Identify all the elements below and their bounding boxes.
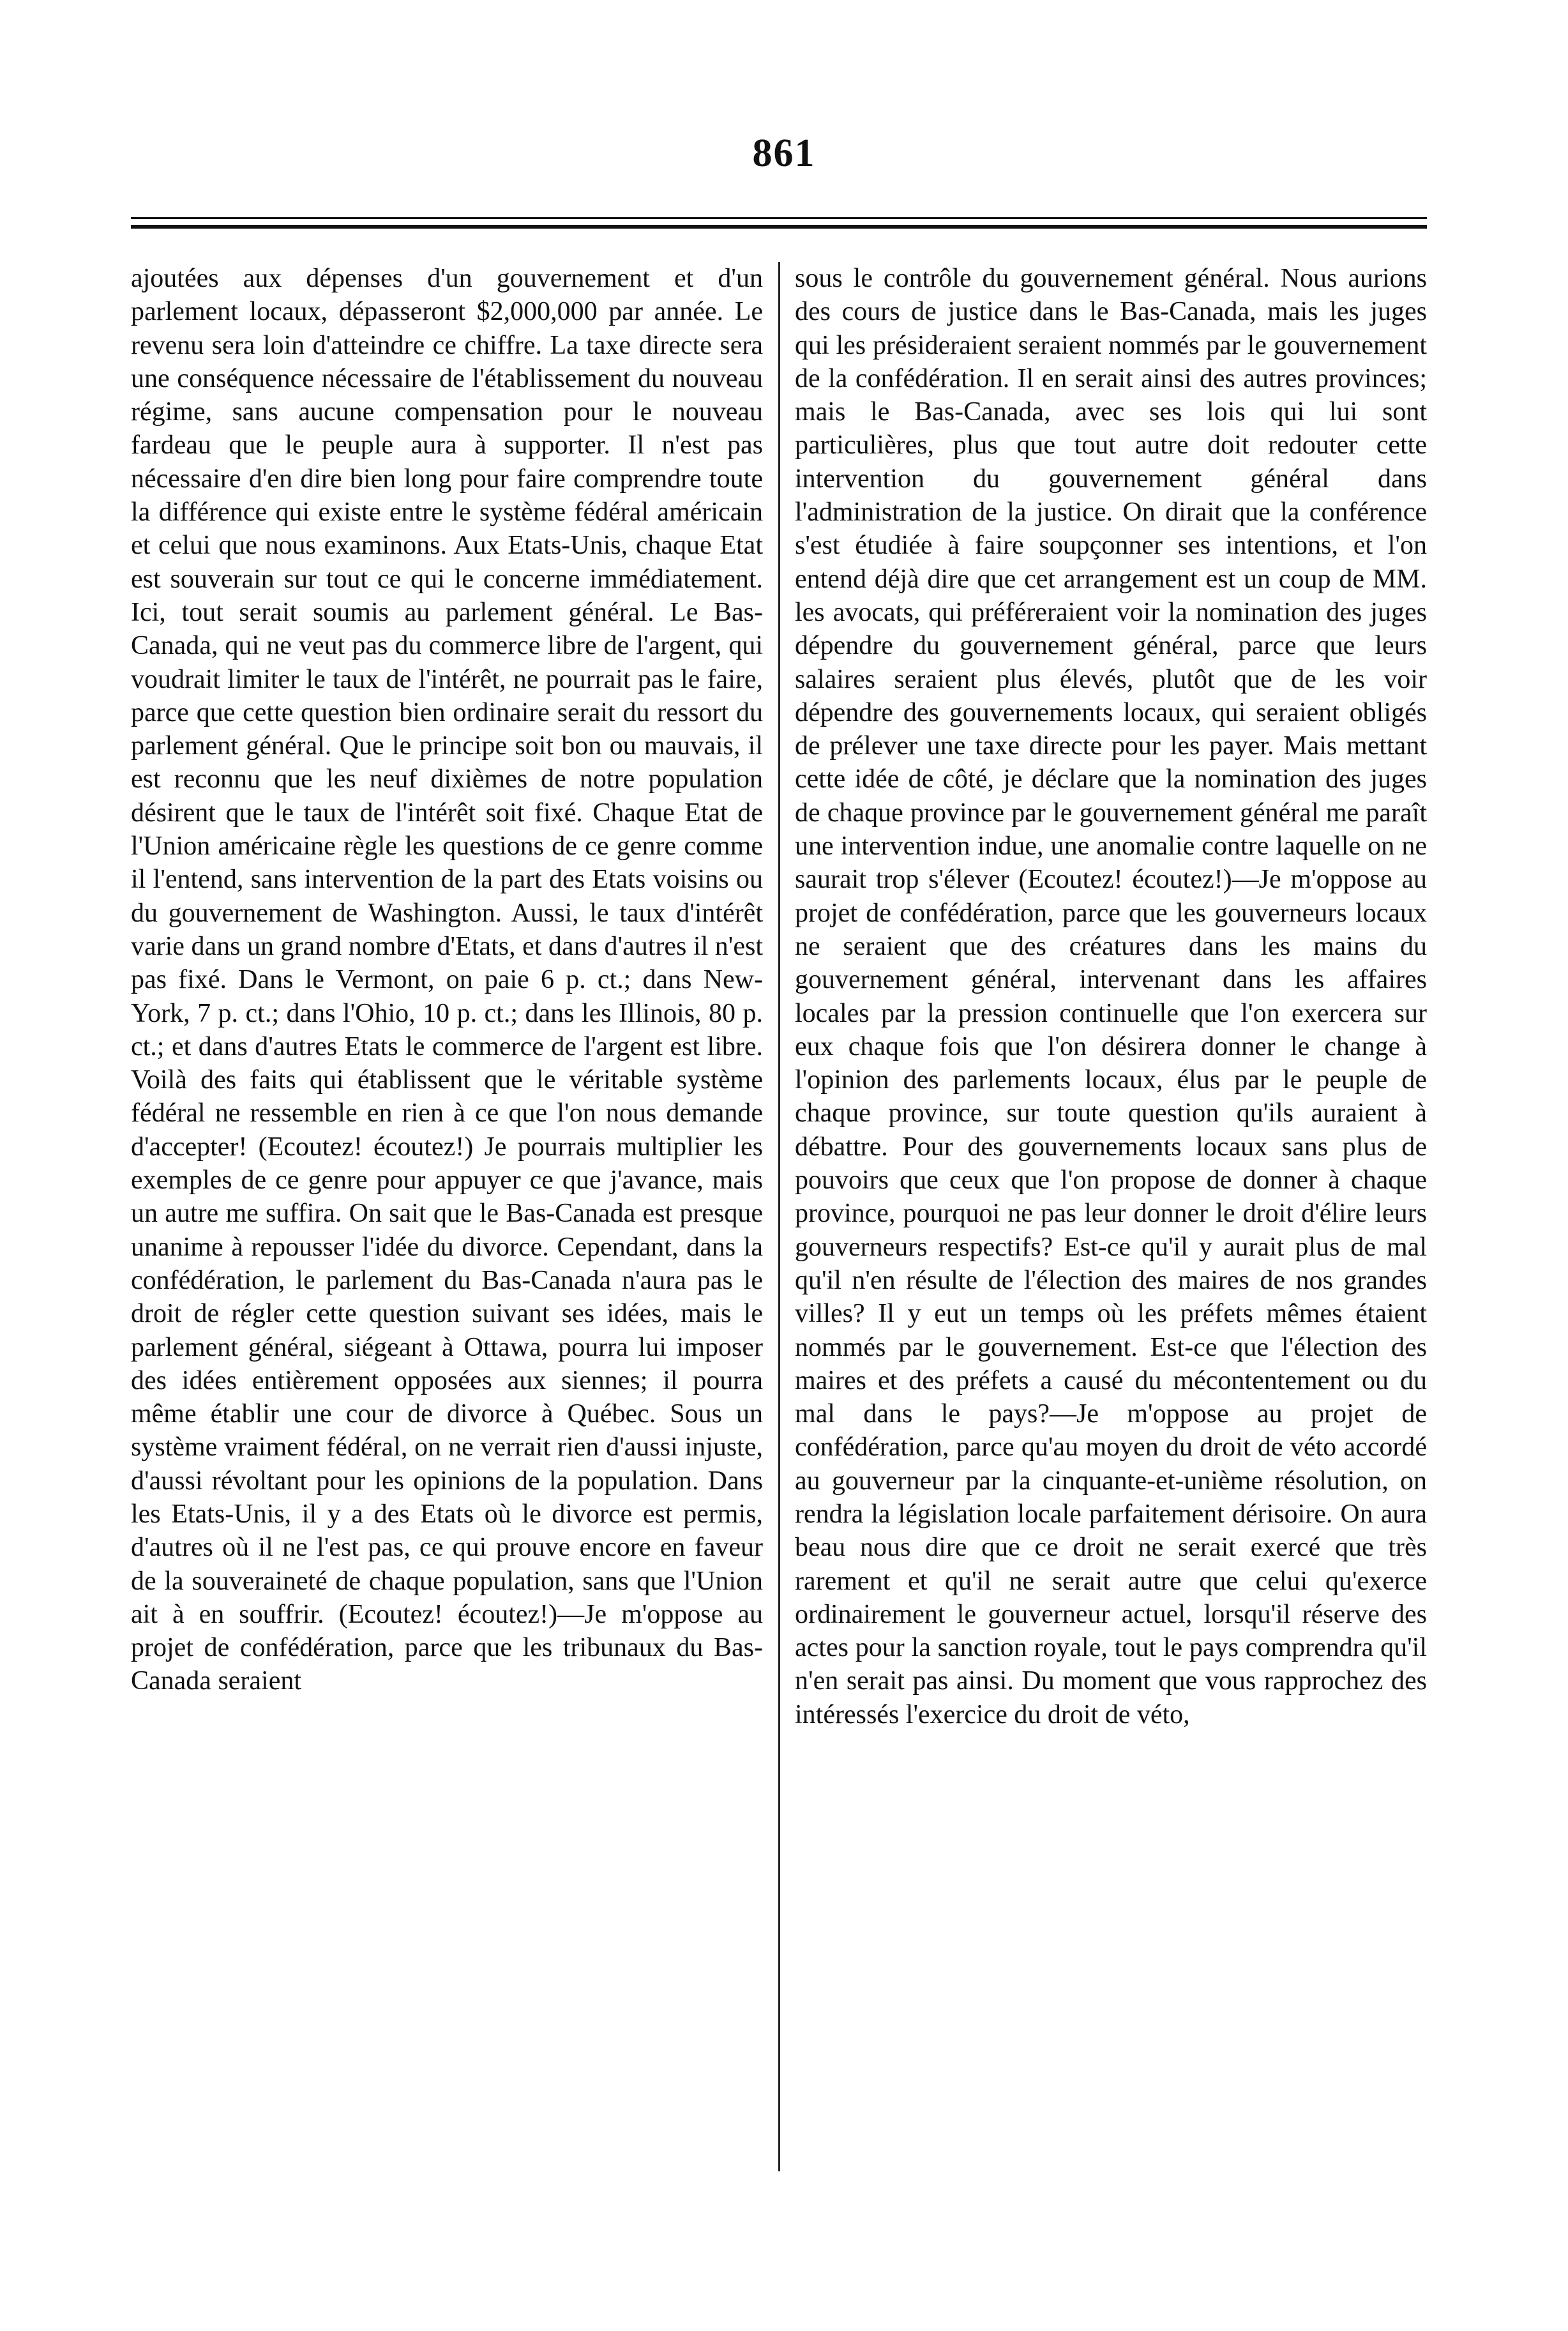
left-column-text: ajoutées aux dépenses d'un gouvernement et d'un parlement locaux, dépasseront $2,000,000 par année. Le revenu sera loin d'atteindre ce chiffre. La taxe directe sera une conséquence nécessaire de l'établissement du nouveau régime, sans aucune compensation pour le nouveau fardeau que le peuple aura à supporter. Il n'est pas nécessaire d'en dire bien long pour faire comprendre toute la différence qui existe entre le système fédéral américain et celui que nous examinons. Aux Etats-Unis, chaque Etat est souverain sur tout ce qui le concerne immédiatement. Ici, tout serait soumis au parlement général. Le Bas-Canada, qui ne veut pas du commerce libre de l'argent, qui voudrait limiter le taux de l'intérêt, ne pourrait pas le faire, parce que cette question bien ordinaire serait du ressort du parlement général. Que le principe soit bon ou mauvais, il est reconnu que les neuf dixièmes de notre population désirent que le taux de l'intérêt soit fixé. Chaque Etat de l'Union américaine règle les questions de ce genre comme il l'entend, sans intervention de la part des Etats voisins ou du gouvernement de Washington. Aussi, le taux d'intérêt varie dans un grand nombre d'Etats, et dans d'autres il n'est pas fixé. Dans le Vermont, on paie 6 p. ct.; dans New-York, 7 p. ct.; dans l'Ohio, 10 p. ct.; dans les Illinois, 80 p. ct.; et dans d'autres Etats le commerce de l'argent est libre. Voilà des faits qui établissent que le véritable système fédéral ne ressemble en rien à ce que l'on nous demande d'accepter! (Ecoutez! écoutez!) Je pourrais multiplier les exemples de ce genre pour appuyer ce que j'avance, mais un autre me suffira. On sait que le Bas-Canada est presque unanime à repousser l'idée du divorce. Cependant, dans la confédération, le parlement du Bas-Canada n'aura pas le droit de régler cette question suivant ses idées, mais le parlement général, siégeant à Ottawa, pourra lui imposer des idées entièrement opposées aux siennes; il pourra même établir une cour de divorce à Québec. Sous un système vraiment fédéral, on ne verrait rien d'aussi injuste, d'aussi révoltant pour les opinions de la population. Dans les Etats-Unis, il y a des Etats où le divorce est permis, d'autres où il ne l'est pas, ce qui prouve encore en faveur de la souveraineté de chaque population, sans que l'Union ait à en souffrir. (Ecoutez! écoutez!)—Je m'oppose au projet de confédération, parce que les tribunaux du Bas-Canada seraient	[131, 264, 763, 1696]
header-rule-thick	[131, 225, 1427, 229]
left-column	[131, 262, 763, 2178]
right-column	[795, 262, 1427, 2178]
page-number: 861	[752, 132, 816, 175]
right-column-text: sous le contrôle du gouvernement général. Nous aurions des cours de justice dans le Bas-Canada, mais les juges qui les présideraient seraient nommés par le gouvernement de la confédération. Il en serait ainsi des autres provinces; mais le Bas-Canada, avec ses lois qui lui sont particulières, plus que tout autre doit redouter cette intervention du gouvernement général dans l'administration de la justice. On dirait que la conférence s'est étudiée à faire soupçonner ses intentions, et l'on entend déjà dire que cet arrangement est un coup de MM. les avocats, qui préféreraient voir la nomination des juges dépendre du gouvernement général, parce que leurs salaires seraient plus élevés, plutôt que de les voir dépendre des gouvernements locaux, qui seraient obligés de prélever une taxe directe pour les payer. Mais mettant cette idée de côté, je déclare que la nomination des juges de chaque province par le gouvernement général me paraît une intervention indue, une anomalie contre laquelle on ne saurait trop s'élever (Ecoutez! écoutez!)—Je m'oppose au projet de confédération, parce que les gouverneurs locaux ne seraient que des créatures dans les mains du gouvernement général, intervenant dans les affaires locales par la pression continuelle que l'on exercera sur eux chaque fois que l'on désirera donner le change à l'opinion des parlements locaux, élus par le peuple de chaque province, sur toute question qu'ils auraient à débattre. Pour des gouvernements locaux sans plus de pouvoirs que ceux que l'on propose de donner à chaque province, pourquoi ne pas leur donner le droit d'élire leurs gouverneurs respectifs? Est-ce qu'il y aurait plus de mal qu'il n'en résulte de l'élection des maires de nos grandes villes? Il y eut un temps où les préfets mêmes étaient nommés par le gouvernement. Est-ce que l'élection des maires et des préfets a causé du mécontentement ou du mal dans le pays?—Je m'oppose au projet de confédération, parce qu'au moyen du droit de véto accordé au gouverneur par la cinquante-et-unième résolution, on rendra la législation locale parfaitement dérisoire. On aura beau nous dire que ce droit ne serait exercé que très rarement et qu'il ne serait autre que celui qu'exerce ordinairement le gouverneur actuel, lorsqu'il réserve des actes pour la sanction royale, tout le pays comprendra qu'il n'en serait pas ainsi. Du moment que vous rapprochez des intéressés l'exercice du droit de véto,	[795, 264, 1427, 1729]
column-divider	[778, 262, 780, 2171]
header-rule-thin	[131, 217, 1427, 219]
